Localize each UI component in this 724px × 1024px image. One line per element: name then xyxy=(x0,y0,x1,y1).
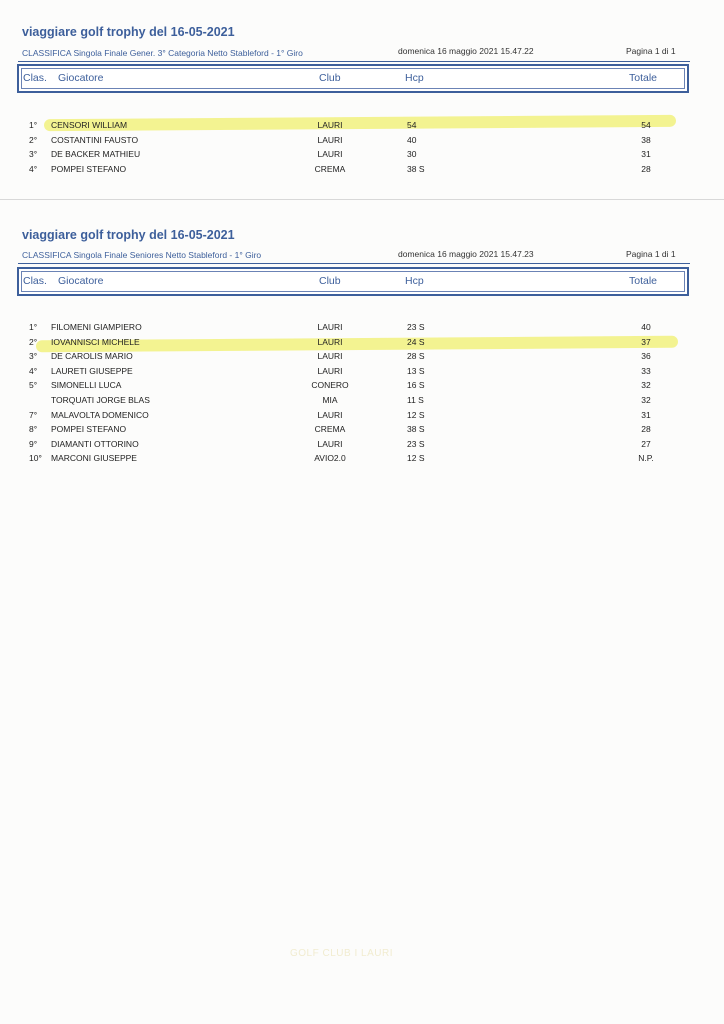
table-row xyxy=(0,395,724,409)
report-title: viaggiare golf trophy del 16-05-2021 xyxy=(22,25,235,39)
table-row xyxy=(0,164,724,178)
total-cell: 33 xyxy=(641,365,651,376)
position-cell: 8° xyxy=(29,424,38,435)
table-row xyxy=(0,337,724,351)
player-name-cell: DIAMANTI OTTORINO xyxy=(51,438,139,449)
position-cell: 3° xyxy=(29,351,38,362)
hcp-cell: 12 S xyxy=(407,453,425,464)
total-cell: 28 xyxy=(641,424,651,435)
header-giocatore: Giocatore xyxy=(58,72,104,84)
player-name-cell: POMPEI STEFANO xyxy=(51,424,127,435)
player-name-cell: MARCONI GIUSEPPE xyxy=(51,453,137,464)
total-cell: 27 xyxy=(641,438,651,449)
total-cell: 31 xyxy=(641,149,651,160)
hcp-cell: 40 xyxy=(407,134,417,145)
hcp-cell: 13 S xyxy=(407,365,425,376)
page-separator xyxy=(0,199,724,200)
club-cell: LAURI xyxy=(317,438,343,449)
club-cell: LAURI xyxy=(317,149,343,160)
club-cell: LAURI xyxy=(317,351,343,362)
table-row xyxy=(0,322,724,336)
total-cell: 31 xyxy=(641,409,651,420)
hcp-cell: 23 S xyxy=(407,322,425,332)
club-cell: LAURI xyxy=(317,409,343,420)
position-cell: 4° xyxy=(29,163,38,174)
report-title: viaggiare golf trophy del 16-05-2021 xyxy=(22,228,235,242)
club-cell: LAURI xyxy=(317,134,343,145)
club-cell: LAURI xyxy=(317,365,343,376)
player-name-cell: FILOMENI GIAMPIERO xyxy=(51,322,142,332)
hcp-cell: 38 S xyxy=(407,424,425,435)
total-cell: 32 xyxy=(641,395,651,405)
total-cell: 40 xyxy=(641,322,651,332)
header-clas: Clas. xyxy=(23,275,47,287)
club-cell: AVIO2.0 xyxy=(314,453,346,464)
table-row xyxy=(0,439,724,453)
header-totale: Totale xyxy=(629,72,658,84)
position-cell: 7° xyxy=(29,409,38,420)
hcp-cell: 16 S xyxy=(407,380,425,391)
hcp-cell: 23 S xyxy=(407,438,425,449)
divider xyxy=(18,61,690,62)
divider xyxy=(18,263,690,264)
position-cell: 1° xyxy=(29,120,38,130)
position-cell: 1° xyxy=(29,322,38,332)
table-row xyxy=(0,149,724,163)
table-row xyxy=(0,424,724,438)
player-name-cell: LAURETI GIUSEPPE xyxy=(51,365,133,376)
total-cell: 28 xyxy=(641,163,651,174)
header-club: Club xyxy=(319,275,341,287)
table-row xyxy=(0,135,724,149)
club-cell: LAURI xyxy=(317,120,343,130)
player-name-cell: CENSORI WILLIAM xyxy=(51,120,128,130)
hcp-cell: 54 xyxy=(407,120,417,130)
header-hcp: Hcp xyxy=(405,275,424,287)
club-cell: CONERO xyxy=(311,380,349,391)
page-number: Pagina 1 di 1 xyxy=(626,46,676,56)
player-name-cell: POMPEI STEFANO xyxy=(51,163,127,174)
position-cell: 9° xyxy=(29,438,38,449)
total-cell: 54 xyxy=(641,120,651,130)
header-totale: Totale xyxy=(629,275,658,287)
report-date: domenica 16 maggio 2021 15.47.22 xyxy=(398,46,534,56)
club-cell: LAURI xyxy=(317,336,343,347)
club-cell: CREMA xyxy=(314,424,346,435)
club-cell: LAURI xyxy=(317,322,343,332)
hcp-cell: 30 xyxy=(407,149,417,160)
player-name-cell: SIMONELLI LUCA xyxy=(51,380,122,391)
table-header xyxy=(17,64,689,93)
table-header xyxy=(17,267,689,296)
header-clas: Clas. xyxy=(23,72,47,84)
hcp-cell: 12 S xyxy=(407,409,425,420)
position-cell: 3° xyxy=(29,149,38,160)
hcp-cell: 24 S xyxy=(407,336,425,347)
player-name-cell: TORQUATI JORGE BLAS xyxy=(51,395,150,405)
player-name-cell: IOVANNISCI MICHELE xyxy=(51,336,140,347)
player-name-cell: DE BACKER MATHIEU xyxy=(51,149,141,160)
table-row xyxy=(0,380,724,394)
report-date: domenica 16 maggio 2021 15.47.23 xyxy=(398,249,534,259)
hcp-cell: 11 S xyxy=(407,395,424,405)
table-row xyxy=(0,453,724,467)
player-name-cell: COSTANTINI FAUSTO xyxy=(51,134,139,145)
position-cell: 2° xyxy=(29,134,38,145)
report-subtitle: CLASSIFICA Singola Finale Seniores Netto Stableford - 1° Giro xyxy=(22,250,262,260)
total-cell: 32 xyxy=(641,380,651,391)
player-name-cell: MALAVOLTA DOMENICO xyxy=(51,409,149,420)
table-row xyxy=(0,410,724,424)
header-giocatore: Giocatore xyxy=(58,275,104,287)
total-cell: 38 xyxy=(641,134,651,145)
total-cell: 37 xyxy=(641,336,651,347)
position-cell: 5° xyxy=(29,380,38,391)
position-cell: 2° xyxy=(29,336,38,347)
watermark: GOLF CLUB I LAURI xyxy=(290,948,393,959)
table-row xyxy=(0,351,724,365)
table-row xyxy=(0,120,724,134)
club-cell: CREMA xyxy=(314,163,346,174)
report-subtitle: CLASSIFICA Singola Finale Gener. 3° Categoria Netto Stableford - 1° Giro xyxy=(22,48,303,58)
club-cell: MIA xyxy=(322,395,338,405)
header-club: Club xyxy=(319,72,341,84)
page-number: Pagina 1 di 1 xyxy=(626,249,676,259)
table-row xyxy=(0,366,724,380)
total-cell: N.P. xyxy=(638,453,654,464)
hcp-cell: 38 S xyxy=(407,163,425,174)
total-cell: 36 xyxy=(641,351,651,362)
hcp-cell: 28 S xyxy=(407,351,425,362)
header-hcp: Hcp xyxy=(405,72,424,84)
position-cell: 4° xyxy=(29,365,38,376)
player-name-cell: DE CAROLIS MARIO xyxy=(51,351,133,362)
position-cell: 10° xyxy=(29,453,42,464)
